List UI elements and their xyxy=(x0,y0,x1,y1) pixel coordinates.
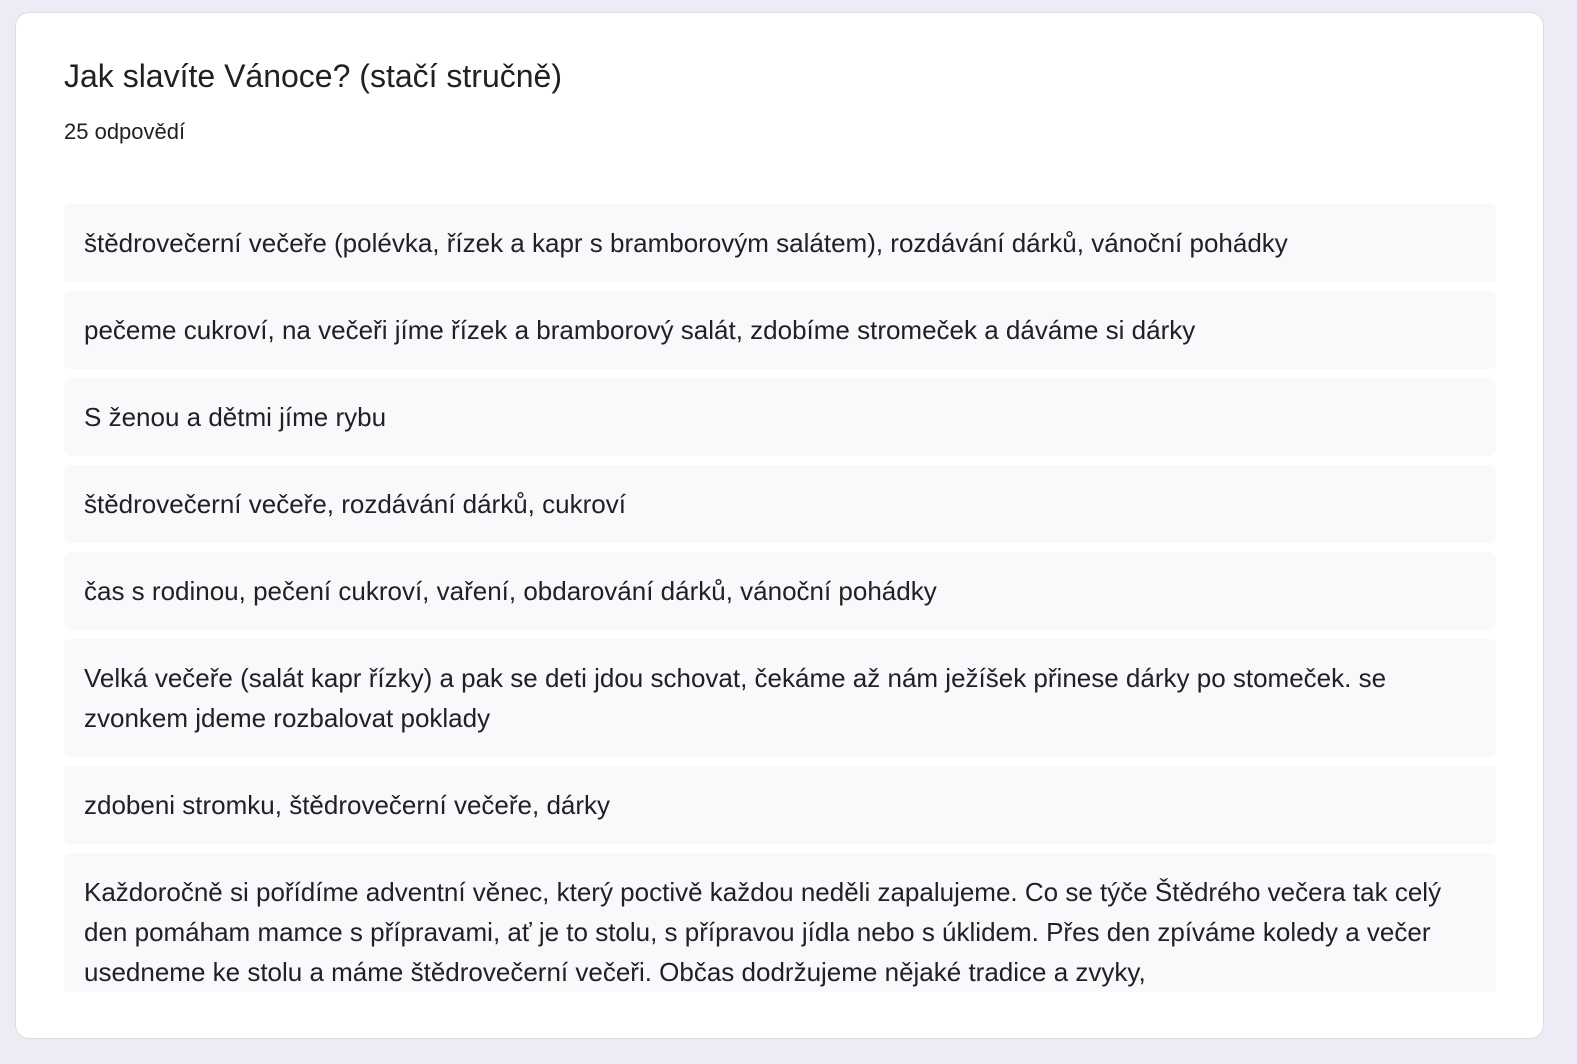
response-item: zdobeni stromku, štědrovečerní večeře, dárky xyxy=(64,766,1496,844)
response-item: štědrovečerní večeře (polévka, řízek a kapr s bramborovým salátem), rozdávání dárků, vánoční pohádky xyxy=(64,204,1496,282)
question-summary-card xyxy=(15,12,1544,1039)
response-item: čas s rodinou, pečení cukroví, vaření, obdarování dárků, vánoční pohádky xyxy=(64,552,1496,630)
response-item: S ženou a dětmi jíme rybu xyxy=(64,378,1496,456)
response-item: Každoročně si pořídíme adventní věnec, který poctivě každou neděli zapalujeme. Co se týče Štědrého večera tak celý den pomáham mamce s přípravami, ať je to stolu, s přípravou jídla nebo s úklidem. Přes den zpíváme koledy a večer usedneme ke stolu a máme štědrovečerní večeři. Občas dodržujeme nějaké tradice a zvyky, xyxy=(64,853,1496,992)
question-title: Jak slavíte Vánoce? (stačí stručně) xyxy=(64,58,562,94)
response-item: Velká večeře (salát kapr řízky) a pak se deti jdou schovat, čekáme až nám ježíšek přinese dárky po stomeček. se zvonkem jdeme rozbalovat poklady xyxy=(64,639,1496,757)
response-item: štědrovečerní večeře, rozdávání dárků, cukroví xyxy=(64,465,1496,543)
response-list[interactable] xyxy=(64,204,1496,992)
response-item: pečeme cukroví, na večeři jíme řízek a bramborový salát, zdobíme stromeček a dáváme si dárky xyxy=(64,291,1496,369)
response-count: 25 odpovědí xyxy=(64,119,186,144)
